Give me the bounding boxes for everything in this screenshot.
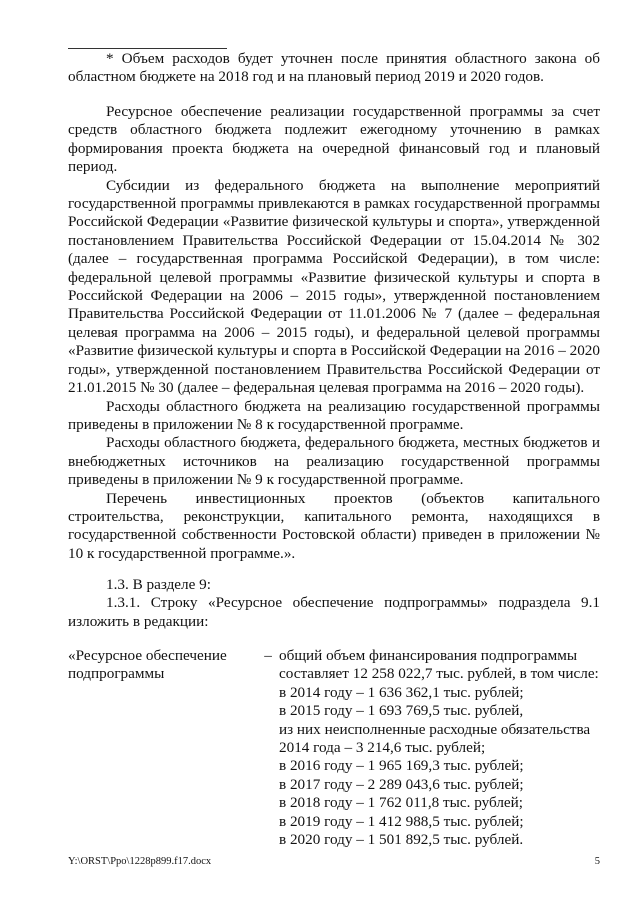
table-line: в 2015 году – 1 693 769,5 тыс. рублей, [279,702,524,720]
table-label: «Ресурсное обеспечение подпрограммы [68,647,227,683]
table-line: в 2016 году – 1 965 169,3 тыс. рублей; [279,757,524,775]
file-path: Y:\ORST\Ppo\1228p899.f17.docx [68,856,212,867]
section-9 [68,576,600,631]
section-heading: 1.3. В разделе 9: [106,576,211,593]
table-line: в 2014 году – 1 636 362,1 тыс. рублей; [279,683,524,701]
paragraph-resource: Ресурсное обеспечение реализации государственной программы за счет средств областного бюджета подлежит ежегодному уточнению в рамках формирования проекта бюджета на очередной финансовый год и плановый период. [68,103,600,176]
table-dash: – [264,647,272,664]
table-line: в 2019 году – 1 412 988,5 тыс. рублей; [279,812,524,830]
body-text [68,103,600,563]
table-line: в 2017 году – 2 289 043,6 тыс. рублей; [279,775,524,793]
footnote-text: * Объем расходов будет уточнен после принятия областного закона об областном бюджете на 2018 год и на плановый период 2019 и 2020 годов. [68,50,600,86]
table-line: 2014 года – 3 214,6 тыс. рублей; [279,739,486,757]
page-number: 5 [594,856,600,867]
table-line: общий объем финансирования подпрограммы [279,647,578,664]
footnote-separator [68,48,227,49]
table-values [273,647,600,849]
paragraph-subsidies: Субсидии из федерального бюджета на выполнение мероприятий государственной программы привлекаются в рамках государственной программы Российской Федерации «Развитие физической культуры и спорта», утвержденной постановлением Правительства Российской Федерации от 15.04.2014 № 302 (далее – государственная программа Российской Федерации), в том числе: федеральной целевой программы «Развитие физической культуры и спорта в Российской Федерации на 2006 – 2015 годы», утвержденной постановлением Правительства Российской Федерации от 11.01.2006 № 7 (далее – федеральная целевая программа на 2006 – 2015 годы), и федеральной целевой программы «Развитие физической культуры и спорта в Российской Федерации на 2016 – 2020 годы», утвержденной постановлением Правительства Российской Федерации от 21.01.2015 № 30 (далее – федеральная целевая программа на 2016 – 2020 годы). [68,176,600,397]
footnote [68,50,600,87]
table-line: из них неисполненные расходные обязательства [279,720,591,738]
section-item: 1.3.1. Строку «Ресурсное обеспечение подпрограммы» подраздела 9.1 изложить в редакции: [68,594,600,630]
table-line: в 2020 году – 1 501 892,5 тыс. рублей. [279,831,524,849]
paragraph-all-budgets: Расходы областного бюджета, федерального бюджета, местных бюджетов и внебюджетных источников на реализацию государственной программы приведены в приложении № 9 к государственной программе. [68,434,600,489]
paragraph-investment-list: Перечень инвестиционных проектов (объектов капитального строительства, реконструкции, капитального ремонта, находящихся в государственной собственности Ростовской области) приведен в приложении № 10 к государственной программе.». [68,489,600,562]
table-line: в 2018 году – 1 762 011,8 тыс. рублей; [279,794,524,812]
table-line: составляет 12 258 022,7 тыс. рублей, в том числе: [279,665,599,683]
paragraph-regional-budget: Расходы областного бюджета на реализацию государственной программы приведены в приложении № 8 к государственной программе. [68,397,600,433]
